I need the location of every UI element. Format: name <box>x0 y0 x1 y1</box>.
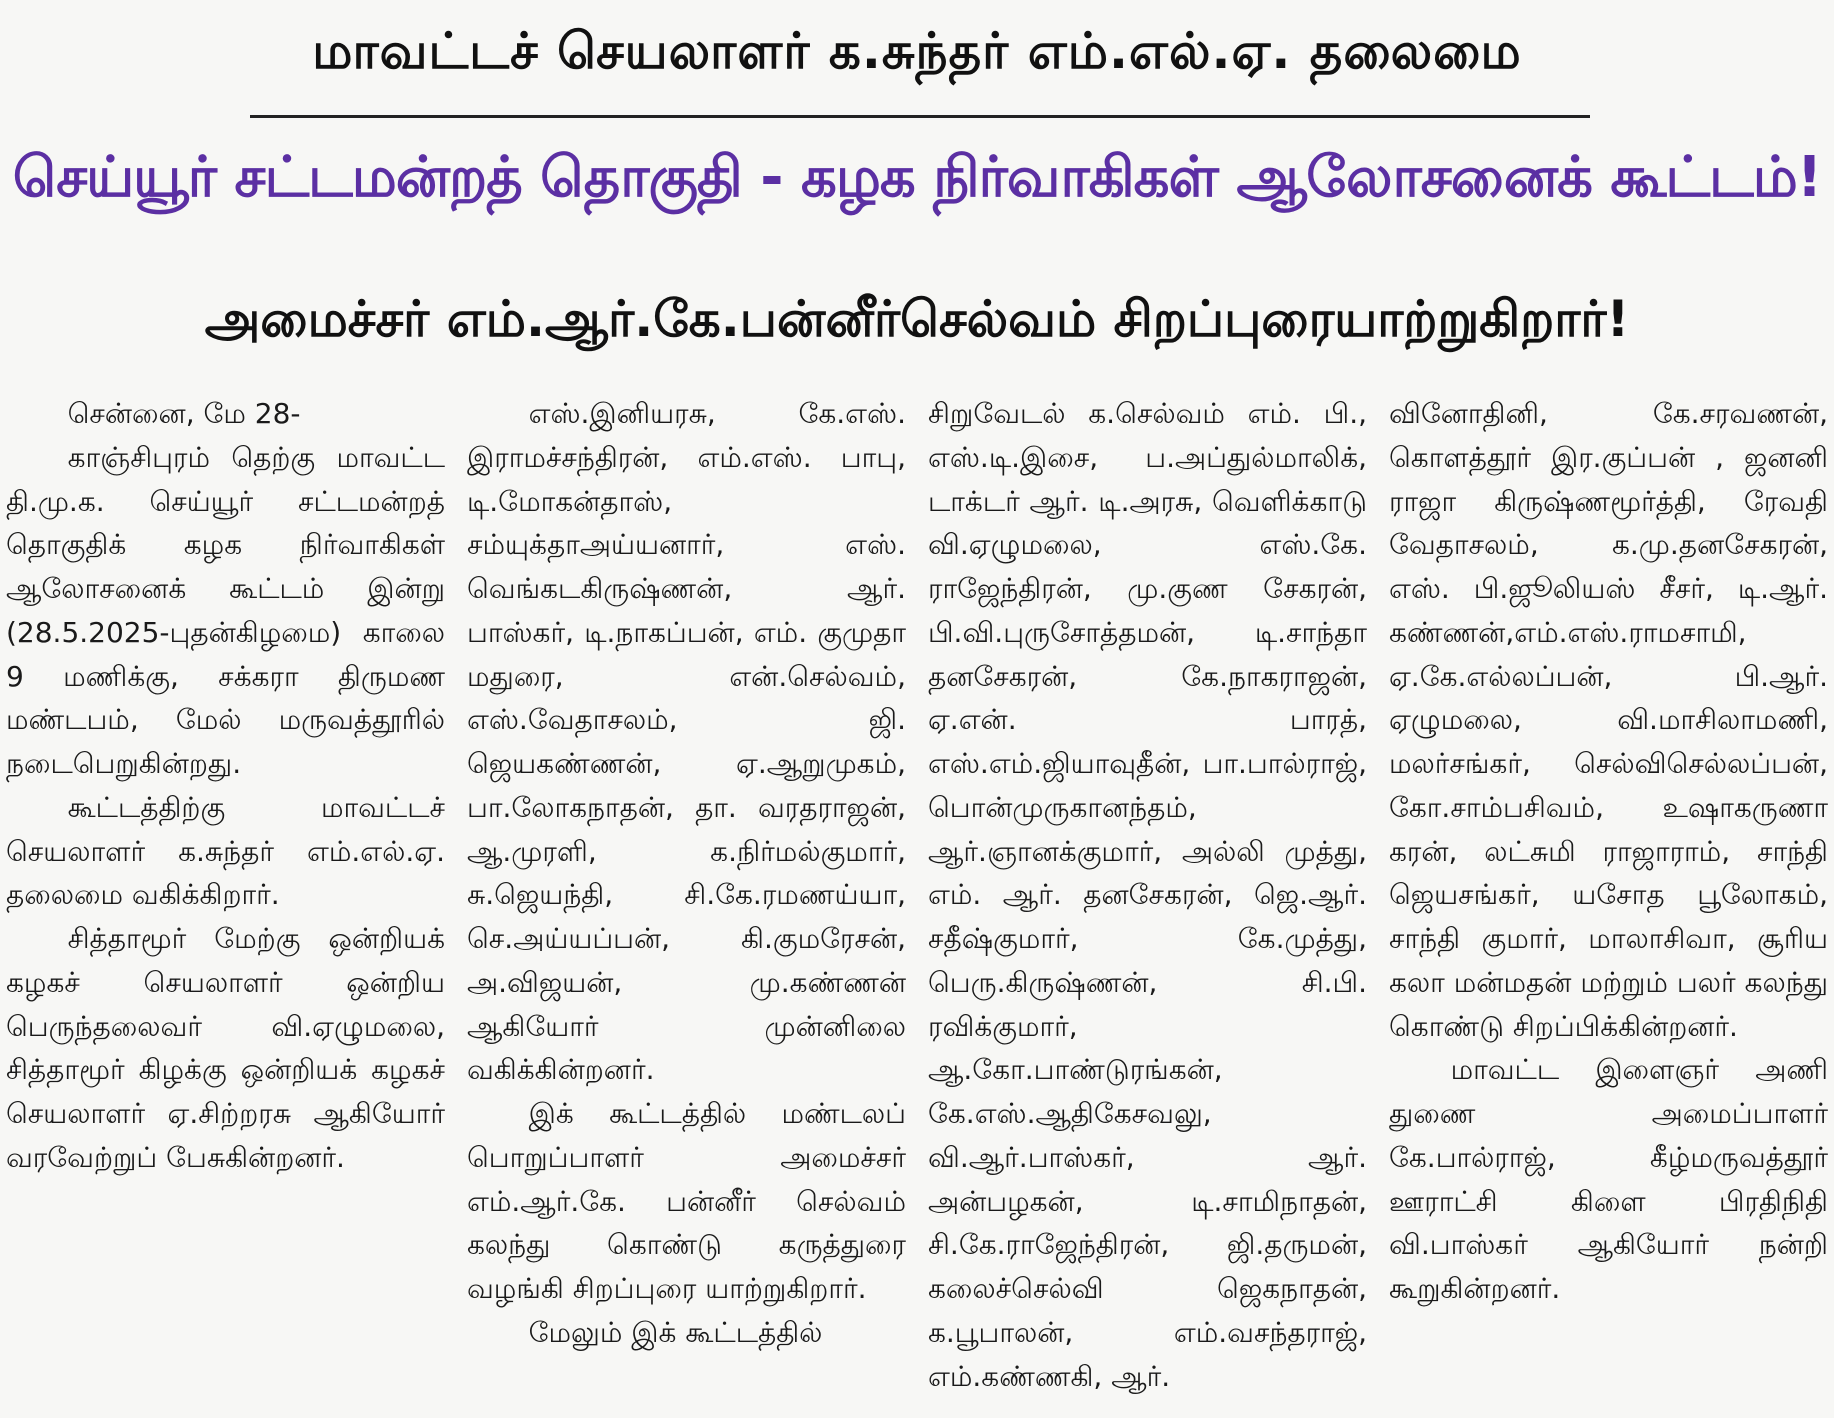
paragraph: வினோதினி, கே.சரவணன், கொளத்தூர் இர.குப்பன் , ஜனனி ராஜா கிருஷ்ணமூர்த்தி, ரேவதி வேதாசலம், க.மு.தனசேகரன், எஸ். பி.ஜூலியஸ் சீசர், டி.ஆர். கண்ணன்,எம்.எஸ்.ராமசாமி, ஏ.கே.எல்லப்பன், பி.ஆர். ஏழுமலை, வி.மாசிலாமணி, மலர்சங்கர், செல்விசெல்லப்பன், கோ.சாம்பசிவம், உஷாகருணா கரன், லட்சுமி ராஜாராம், சாந்தி ஜெயசங்கர், யசோத பூலோகம், சாந்தி குமார், மாலாசிவா, சூரிய கலா மன்மதன் மற்றும் பலர் கலந்து கொண்டு சிறப்பிக்கின்றனர். <box>1389 397 1828 1043</box>
dateline: சென்னை, மே 28- <box>67 397 301 430</box>
divider-rule <box>250 115 1590 118</box>
paragraph: காஞ்சிபுரம் தெற்கு மாவட்ட தி.மு.க. செய்யூர் சட்டமன்றத் தொகுதிக் கழக நிர்வாகிகள் ஆலோசனைக் கூட்டம் இன்று (28.5.2025-புதன்கிழமை) காலை 9 மணிக்கு, சக்கரா திருமண மண்டபம், மேல் மருவத்தூரில் நடைபெறுகின்றது. <box>6 440 445 780</box>
column-3 <box>928 392 1367 1414</box>
sub-headline: அமைச்சர் எம்.ஆர்.கே.பன்னீர்செல்வம் சிறப்புரையாற்றுகிறார்! <box>204 290 1630 348</box>
paragraph: மாவட்ட இளைஞர் அணி துணை அமைப்பாளர் கே.பால்ராஜ், கீழ்மருவத்தூர் ஊராட்சி கிளை பிரதிநிதி வி.பாஸ்கர் ஆகியோர் நன்றி கூறுகின்றனர். <box>1389 1053 1828 1305</box>
article-body <box>6 392 1828 1414</box>
paragraph: எஸ்.இனியரசு, கே.எஸ். இராமச்சந்திரன், எம்.எஸ். பாபு, டி.மோகன்தாஸ், சம்யுக்தாஅய்யனார், எஸ். வெங்கடகிருஷ்ணன், ஆர். பாஸ்கர், டி.நாகப்பன், எம். குமுதா மதுரை, என்.செல்வம், எஸ்.வேதாசலம், ஜி. ஜெயகண்ணன், ஏ.ஆறுமுகம், பா.லோகநாதன், தா. வரதராஜன், ஆ.முரளி, க.நிர்மல்குமார், சு.ஜெயந்தி, சி.கே.ரமணய்யா, செ.அய்யப்பன், கி.குமரேசன், அ.விஜயன், மு.கண்ணன் ஆகியோர் முன்னிலை வகிக்கின்றனர். <box>467 397 906 1087</box>
paragraph: மேலும் இக் கூட்டத்தில் <box>528 1315 823 1349</box>
main-headline: செய்யூர் சட்டமன்றத் தொகுதி - கழக நிர்வாகிகள் ஆலோசனைக் கூட்டம்! <box>12 145 1822 210</box>
column-2 <box>467 392 906 1414</box>
column-1 <box>6 392 445 1414</box>
paragraph: இக் கூட்டத்தில் மண்டலப் பொறுப்பாளர் அமைச்சர் எம்.ஆர்.கே. பன்னீர் செல்வம் கலந்து கொண்டு கருத்துரை வழங்கி சிறப்புரை யாற்றுகிறார். <box>467 1097 906 1305</box>
paragraph: சிறுவேடல் க.செல்வம் எம். பி., எஸ்.டி.இசை, ப.அப்துல்மாலிக், டாக்டர் ஆர். டி.அரசு, வெளிக்காடு வி.ஏழுமலை, எஸ்.கே. ராஜேந்திரன், மு.குண சேகரன், பி.வி.புருசோத்தமன், டி.சாந்தா தனசேகரன், கே.நாகராஜன், ஏ.என். பாரத், எஸ்.எம்.ஜியாவுதீன், பா.பால்ராஜ், பொன்முருகானந்தம், ஆர்.ஞானக்குமார், அல்லி முத்து, எம். ஆர். தனசேகரன், ஜெ.ஆர். சதீஷ்குமார், கே.முத்து, பெரு.கிருஷ்ணன், சி.பி. ரவிக்குமார், ஆ.கோ.பாண்டுரங்கன், கே.எஸ்.ஆதிகேசவலு, வி.ஆர்.பாஸ்கர், ஆர். அன்பழகன், டி.சாமிநாதன், சி.கே.ராஜேந்திரன், ஜி.தருமன், கலைச்செல்வி ஜெகநாதன், க.பூபாலன், எம்.வசந்தராஜ், எம்.கண்ணகி, ஆர். <box>928 397 1367 1393</box>
column-4 <box>1389 392 1828 1414</box>
paragraph: கூட்டத்திற்கு மாவட்டச் செயலாளர் க.சுந்தர் எம்.எல்.ஏ. தலைமை வகிக்கிறார். <box>6 790 445 912</box>
paragraph: சித்தாமூர் மேற்கு ஒன்றியக் கழகச் செயலாளர் ஒன்றிய பெருந்தலைவர் வி.ஏழுமலை, சித்தாமூர் கிழக்கு ஒன்றியக் கழகச் செயலாளர் ஏ.சிற்றரசு ஆகியோர் வரவேற்றுப் பேசுகின்றனர். <box>6 922 445 1174</box>
kicker-headline: மாவட்டச் செயலாளர் க.சுந்தர் எம்.எல்.ஏ. தலைமை <box>312 22 1522 80</box>
